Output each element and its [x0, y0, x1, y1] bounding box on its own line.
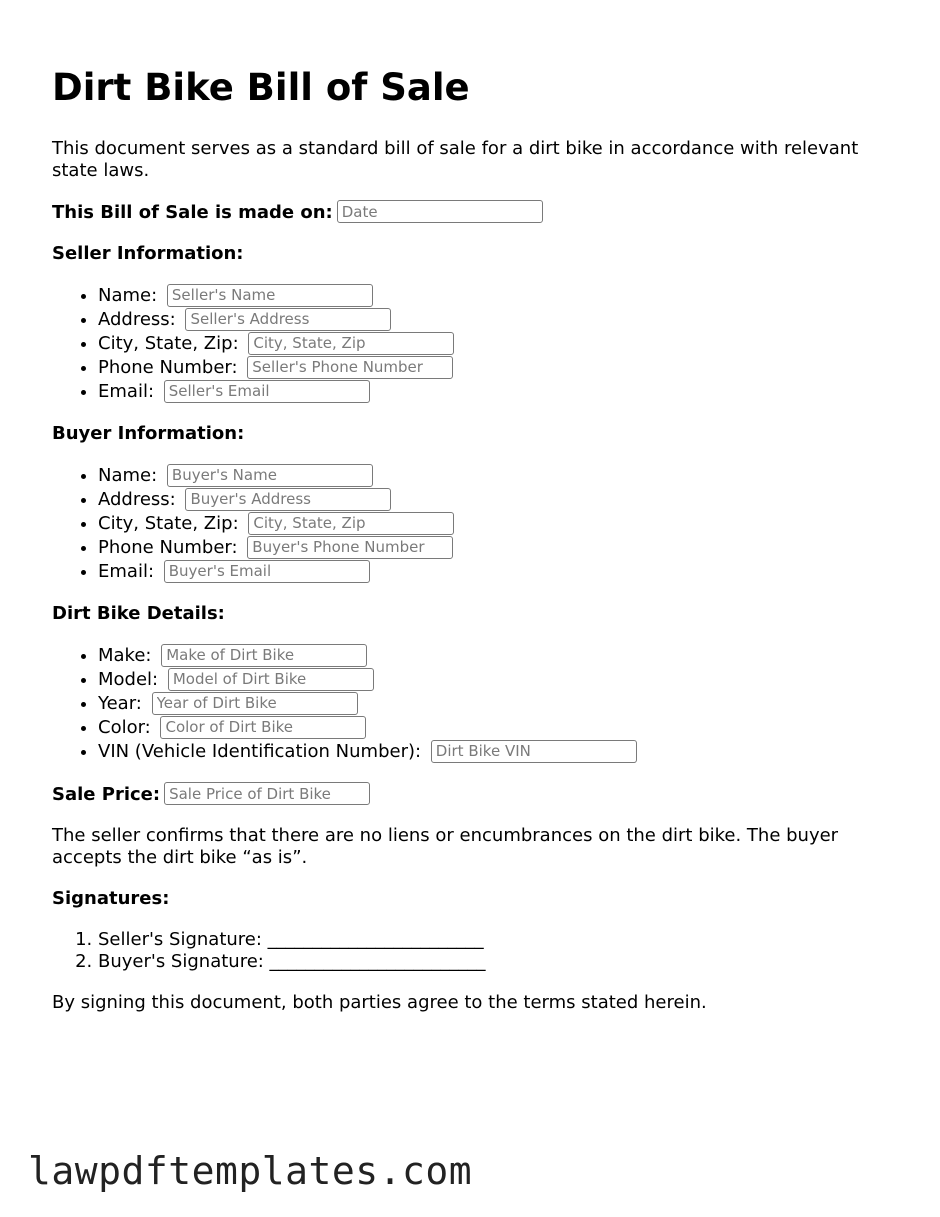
bike-details-heading: Dirt Bike Details:: [52, 603, 225, 624]
list-item: [98, 740, 892, 764]
sale-price-row: [52, 783, 892, 806]
liens-statement: The seller confirms that there are no liens or encumbrances on the dirt bike. The buyer accepts the dirt bike “as is”.: [52, 825, 839, 868]
seller-address-input[interactable]: [185, 308, 391, 331]
seller-name-input[interactable]: [167, 284, 373, 307]
bike-model-label: Model:: [98, 669, 159, 690]
page-title: Dirt Bike Bill of Sale: [52, 66, 470, 109]
list-item: [98, 308, 892, 332]
signature-list: [52, 929, 892, 973]
sale-price-input[interactable]: [164, 782, 370, 805]
bike-make-input[interactable]: [161, 644, 367, 667]
document-page: [52, 64, 892, 1014]
intro-paragraph: This document serves as a standard bill of sale for a dirt bike in accordance with relevant state laws.: [52, 138, 859, 181]
list-item: [98, 536, 892, 560]
signatures-heading: Signatures:: [52, 888, 170, 909]
seller-signature-line: 1. Seller's Signature: ________________________: [98, 929, 892, 951]
list-item: [98, 488, 892, 512]
buyer-email-input[interactable]: [164, 560, 370, 583]
list-item: [98, 284, 892, 308]
list-item: [98, 560, 892, 584]
buyer-address-input[interactable]: [185, 488, 391, 511]
seller-field-list: [52, 284, 892, 404]
sale-price-label: Sale Price:: [52, 783, 161, 805]
seller-phone-label: Phone Number:: [98, 357, 238, 378]
bike-make-label: Make:: [98, 645, 152, 666]
buyer-city-state-zip-input[interactable]: [248, 512, 454, 535]
bike-vin-label: VIN (Vehicle Identification Number):: [98, 741, 422, 762]
list-item: [98, 380, 892, 404]
list-item: [98, 512, 892, 536]
buyer-heading: Buyer Information:: [52, 423, 245, 444]
seller-email-input[interactable]: [164, 380, 370, 403]
list-item: [98, 644, 892, 668]
buyer-phone-label: Phone Number:: [98, 537, 238, 558]
made-on-row: [52, 201, 892, 224]
buyer-email-label: Email:: [98, 561, 155, 582]
bike-year-label: Year:: [98, 693, 142, 714]
seller-address-label: Address:: [98, 309, 176, 330]
list-item: [98, 464, 892, 488]
list-item: [98, 356, 892, 380]
list-item: [98, 668, 892, 692]
buyer-name-input[interactable]: [167, 464, 373, 487]
bike-vin-input[interactable]: [431, 740, 637, 763]
seller-name-label: Name:: [98, 285, 158, 306]
bike-field-list: [52, 644, 892, 764]
buyer-address-label: Address:: [98, 489, 176, 510]
bike-color-label: Color:: [98, 717, 151, 738]
buyer-name-label: Name:: [98, 465, 158, 486]
buyer-field-list: [52, 464, 892, 584]
seller-email-label: Email:: [98, 381, 155, 402]
bike-model-input[interactable]: [168, 668, 374, 691]
buyer-city-state-zip-label: City, State, Zip:: [98, 513, 239, 534]
bike-color-input[interactable]: [160, 716, 366, 739]
date-input[interactable]: [337, 200, 543, 223]
list-item: [98, 716, 892, 740]
seller-city-state-zip-input[interactable]: [248, 332, 454, 355]
bike-year-input[interactable]: [152, 692, 358, 715]
watermark: lawpdftemplates.com: [28, 1149, 473, 1193]
closing-statement: By signing this document, both parties agree to the terms stated herein.: [52, 992, 707, 1013]
made-on-label: This Bill of Sale is made on:: [52, 201, 333, 223]
seller-city-state-zip-label: City, State, Zip:: [98, 333, 239, 354]
buyer-signature-line: 2. Buyer's Signature: ________________________: [98, 951, 892, 973]
seller-phone-input[interactable]: [247, 356, 453, 379]
buyer-phone-input[interactable]: [247, 536, 453, 559]
list-item: [98, 692, 892, 716]
seller-heading: Seller Information:: [52, 243, 244, 264]
list-item: [98, 332, 892, 356]
